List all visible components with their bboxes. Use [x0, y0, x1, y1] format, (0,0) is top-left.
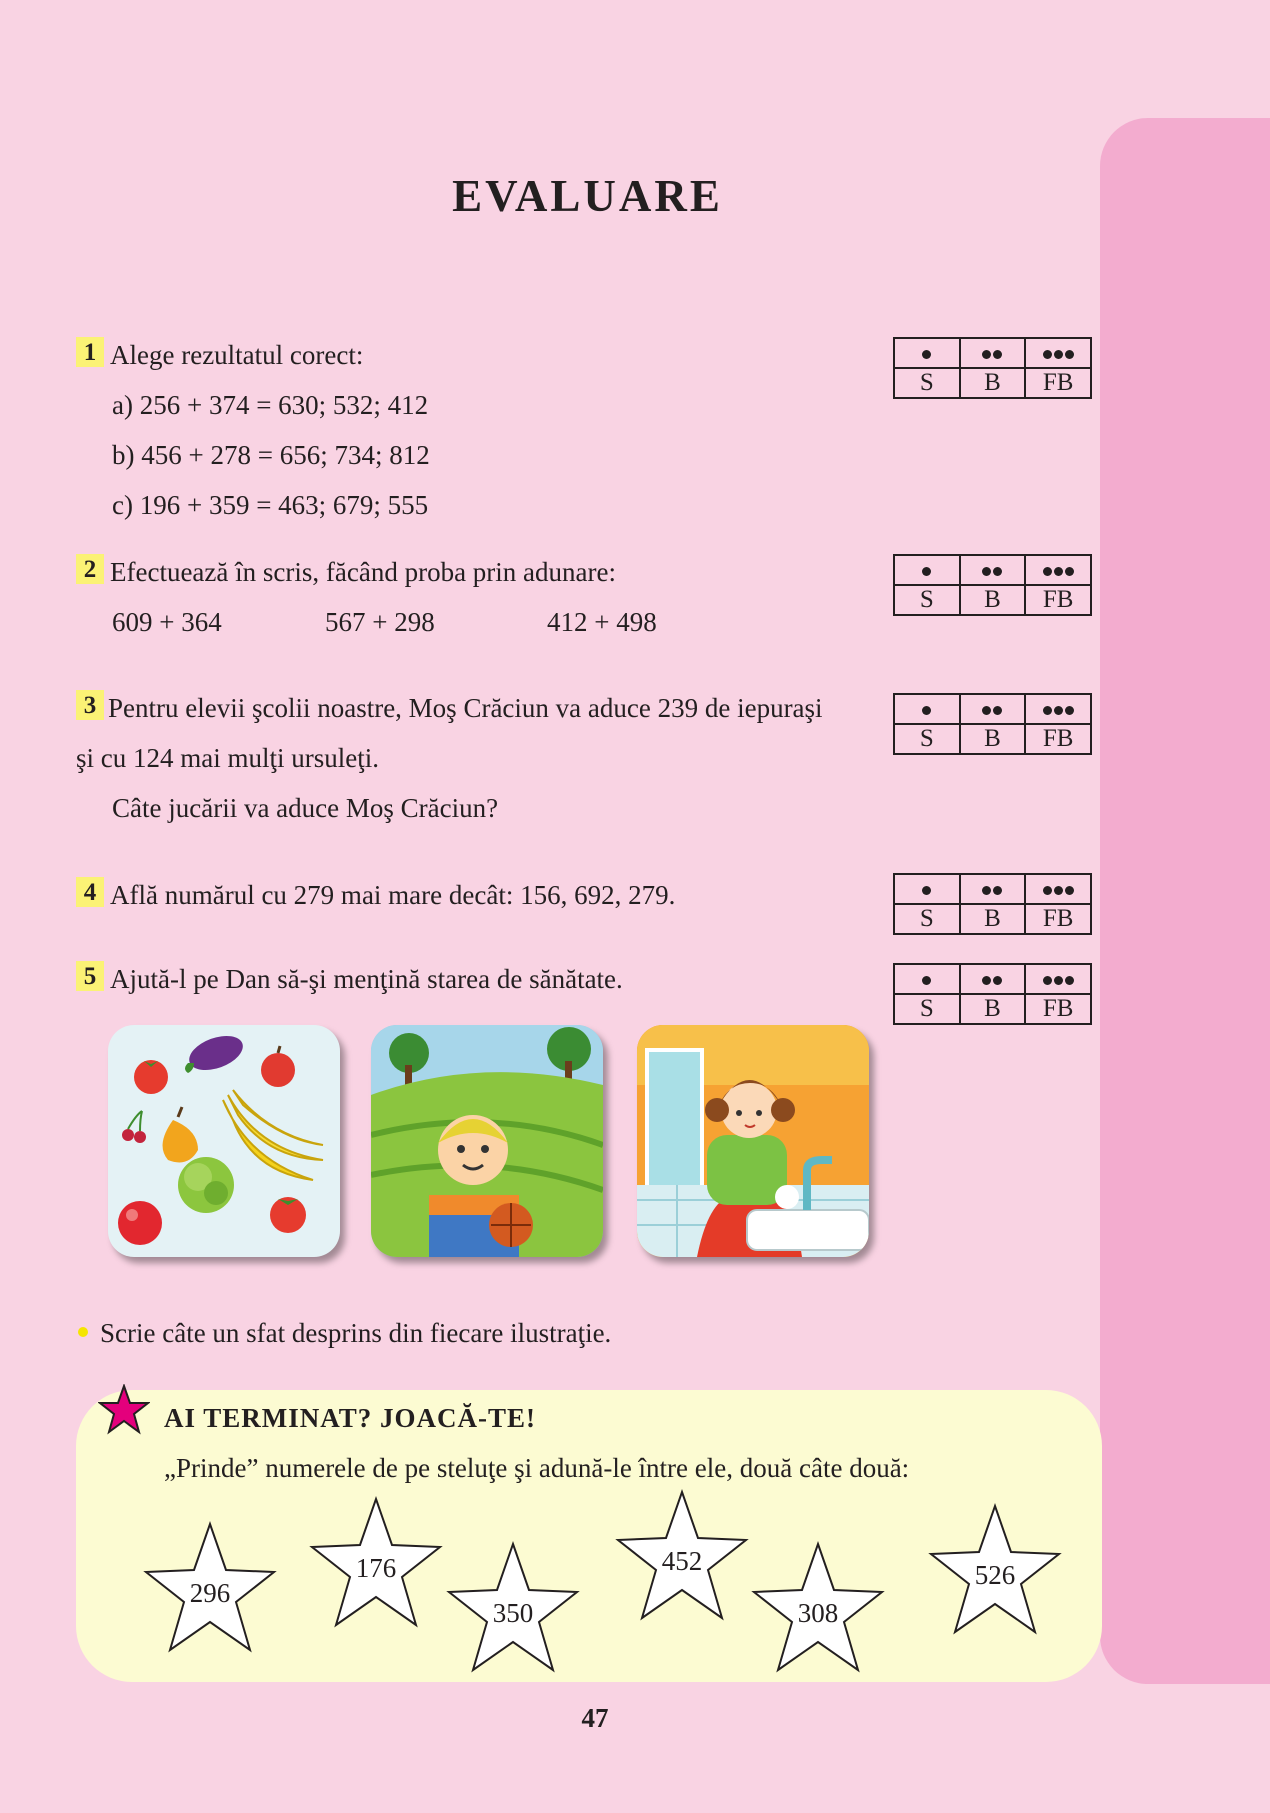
- grade-table-1: [893, 337, 1092, 399]
- page-title: EVALUARE: [452, 171, 723, 221]
- number-star-6: [925, 1502, 1065, 1642]
- exercise-2-number: 2: [76, 554, 104, 584]
- one-dot-icon: [894, 338, 960, 368]
- exercise-4-number: 4: [76, 877, 104, 907]
- grade-table-5: [893, 963, 1092, 1025]
- grade-label-fb: FB: [1025, 585, 1091, 615]
- grade-table-3: [893, 693, 1092, 755]
- two-dots-icon: [960, 555, 1026, 585]
- grade-label-b: B: [960, 585, 1026, 615]
- grade-table-2: [893, 554, 1092, 616]
- grade-table-4: [893, 873, 1092, 935]
- grade-label-s: S: [894, 368, 960, 398]
- grade-label-s: S: [894, 994, 960, 1024]
- exercise-1-prompt: Alege rezultatul corect:: [110, 340, 364, 370]
- exercise-3-line-1: Pentru elevii şcolii noastre, Moş Crăciun va aduce 239 de iepuraşi: [108, 693, 823, 723]
- one-dot-icon: [894, 555, 960, 585]
- one-dot-icon: [894, 694, 960, 724]
- exercise-2-op-1: 609 + 364: [112, 607, 222, 637]
- game-title: AI TERMINAT? JOACĂ-TE!: [164, 1403, 537, 1433]
- star-number: 350: [492, 1598, 534, 1628]
- exercise-2-op-2: 567 + 298: [325, 607, 435, 637]
- exercise-2-prompt: Efectuează în scris, făcând proba prin adunare:: [110, 557, 616, 587]
- yellow-bullet-icon: [78, 1327, 88, 1337]
- exercise-2-op-3: 412 + 498: [547, 607, 657, 637]
- three-dots-icon: [1025, 555, 1091, 585]
- star-number: 176: [355, 1553, 397, 1583]
- three-dots-icon: [1025, 694, 1091, 724]
- three-dots-icon: [1025, 874, 1091, 904]
- grade-label-fb: FB: [1025, 904, 1091, 934]
- game-instruction: „Prinde” numerele de pe steluţe şi adună-le între ele, două câte două:: [164, 1453, 910, 1483]
- number-star-3: [443, 1540, 583, 1680]
- two-dots-icon: [960, 694, 1026, 724]
- grade-label-b: B: [960, 724, 1026, 754]
- two-dots-icon: [960, 338, 1026, 368]
- advice-instruction: Scrie câte un sfat desprins din fiecare ilustraţie.: [100, 1318, 612, 1348]
- exercise-3-number: 3: [76, 690, 104, 720]
- grade-label-fb: FB: [1025, 994, 1091, 1024]
- exercise-3-line-2: şi cu 124 mai mulţi ursuleţi.: [76, 743, 379, 773]
- number-star-5: [748, 1540, 888, 1680]
- grade-label-s: S: [894, 904, 960, 934]
- exercise-5-prompt: Ajută-l pe Dan să-şi menţină starea de sănătate.: [110, 964, 623, 994]
- magenta-star-icon: [98, 1384, 150, 1436]
- grade-label-fb: FB: [1025, 724, 1091, 754]
- girl-washing-hands-illustration: [637, 1025, 869, 1257]
- grade-label-s: S: [894, 585, 960, 615]
- exercise-1-number: 1: [76, 337, 104, 367]
- exercise-4-prompt: Află numărul cu 279 mai mare decât: 156, 692, 279.: [110, 880, 676, 910]
- exercise-3-question: Câte jucării va aduce Moş Crăciun?: [112, 793, 499, 823]
- number-star-2: [306, 1495, 446, 1635]
- grade-label-b: B: [960, 994, 1026, 1024]
- grade-label-fb: FB: [1025, 368, 1091, 398]
- star-number: 296: [189, 1578, 231, 1608]
- number-star-4: [612, 1488, 752, 1628]
- three-dots-icon: [1025, 338, 1091, 368]
- number-star-1: [140, 1520, 280, 1660]
- exercise-1-item-a: a) 256 + 374 = 630; 532; 412: [112, 390, 429, 420]
- grade-label-s: S: [894, 724, 960, 754]
- page-side-tab: [1100, 118, 1270, 1684]
- exercise-5-number: 5: [76, 961, 104, 991]
- three-dots-icon: [1025, 964, 1091, 994]
- star-number: 452: [661, 1546, 703, 1576]
- one-dot-icon: [894, 964, 960, 994]
- exercise-1-item-b: b) 456 + 278 = 656; 734; 812: [112, 440, 430, 470]
- grade-label-b: B: [960, 368, 1026, 398]
- page-number: 47: [581, 1703, 609, 1733]
- two-dots-icon: [960, 964, 1026, 994]
- grade-label-b: B: [960, 904, 1026, 934]
- fruits-vegetables-illustration: [108, 1025, 340, 1257]
- boy-playing-illustration: [371, 1025, 603, 1257]
- one-dot-icon: [894, 874, 960, 904]
- two-dots-icon: [960, 874, 1026, 904]
- star-number: 526: [974, 1560, 1016, 1590]
- exercise-1-item-c: c) 196 + 359 = 463; 679; 555: [112, 490, 429, 520]
- star-number: 308: [797, 1598, 839, 1628]
